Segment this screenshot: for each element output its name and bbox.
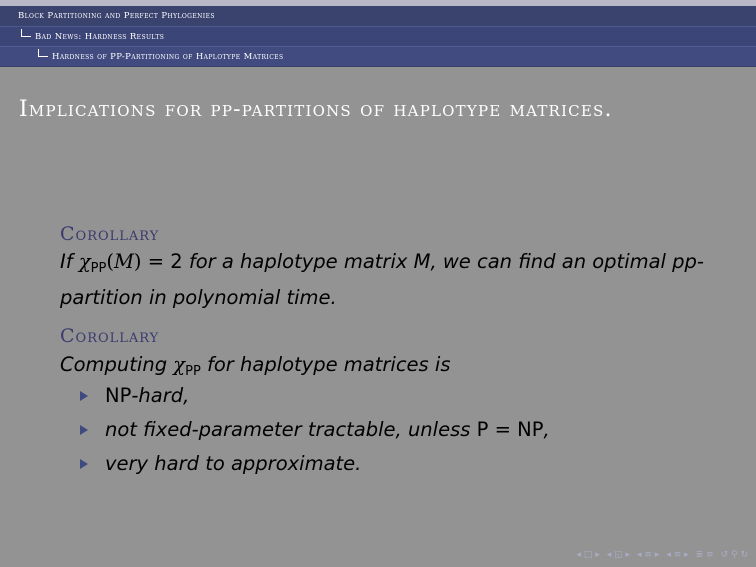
list-item-text: not fixed-parameter tractable, unless	[105, 418, 477, 441]
corollary-1-body	[60, 247, 720, 312]
tree-connector-icon	[38, 49, 48, 57]
nav-frame-icon[interactable]: ◂ ◱ ▸	[606, 550, 631, 560]
list-item-end: ,	[543, 418, 550, 441]
c1-paren-close: )	[133, 250, 142, 273]
np-label: NP	[517, 418, 544, 441]
corollary-2-title: Corollary	[60, 325, 160, 347]
chi-subscript: PP	[185, 364, 201, 379]
nav-search-icon[interactable]: ↺ ⚲ ↻	[720, 550, 748, 560]
corollary-1-title: Corollary	[60, 223, 160, 245]
header-subsection[interactable]: Bad News: Hardness Results	[35, 32, 165, 42]
nav-first-icon[interactable]: ◂ □ ▸	[576, 550, 600, 560]
nav-section-icon[interactable]: ≣ ≡	[695, 550, 714, 560]
c1-end: , we can find an optimal pp-partition in polynomial time.	[60, 250, 704, 309]
c1-m2: M	[413, 250, 431, 273]
list-item-text: -hard,	[131, 384, 190, 407]
np-label: NP	[105, 384, 132, 407]
bullet-icon	[80, 391, 88, 401]
header-section-row[interactable]	[0, 6, 756, 26]
c1-paren-open: (	[106, 250, 114, 273]
c2-intro-post: for haplotype matrices is	[200, 353, 451, 376]
header-section[interactable]: Block Partitioning and Perfect Phylogenies	[18, 11, 215, 21]
corollary-2-body	[60, 350, 720, 386]
chi-symbol: χ	[173, 353, 186, 376]
header-subsubsection-row[interactable]	[0, 46, 756, 66]
p-label: P	[476, 418, 489, 441]
c1-m: M	[113, 250, 134, 273]
c2-intro-pre: Computing	[60, 353, 174, 376]
header-subsection-row[interactable]	[0, 26, 756, 46]
bullet-icon	[80, 459, 88, 469]
nav-forward-icon[interactable]: ◂ ≡ ▸	[666, 550, 689, 560]
nav-back-icon[interactable]: ◂ ≡ ▸	[637, 550, 660, 560]
chi-symbol: χ	[78, 250, 91, 273]
header-subsubsection[interactable]: Hardness of PP-Partitioning of Haplotype Matrices	[52, 52, 284, 62]
frame-title: Implications for pp-partitions of haplotype matrices.	[19, 97, 613, 122]
c1-if: If	[60, 250, 79, 273]
c1-eq: = 2	[141, 250, 183, 273]
chi-subscript: PP	[90, 261, 107, 276]
beamer-navigation	[576, 549, 748, 561]
bullet-icon	[80, 425, 88, 435]
c1-rest: for a haplotype matrix	[182, 250, 414, 273]
tree-connector-icon	[21, 29, 31, 37]
eq-label: =	[488, 418, 518, 441]
list-item-text: very hard to approximate.	[105, 452, 362, 475]
